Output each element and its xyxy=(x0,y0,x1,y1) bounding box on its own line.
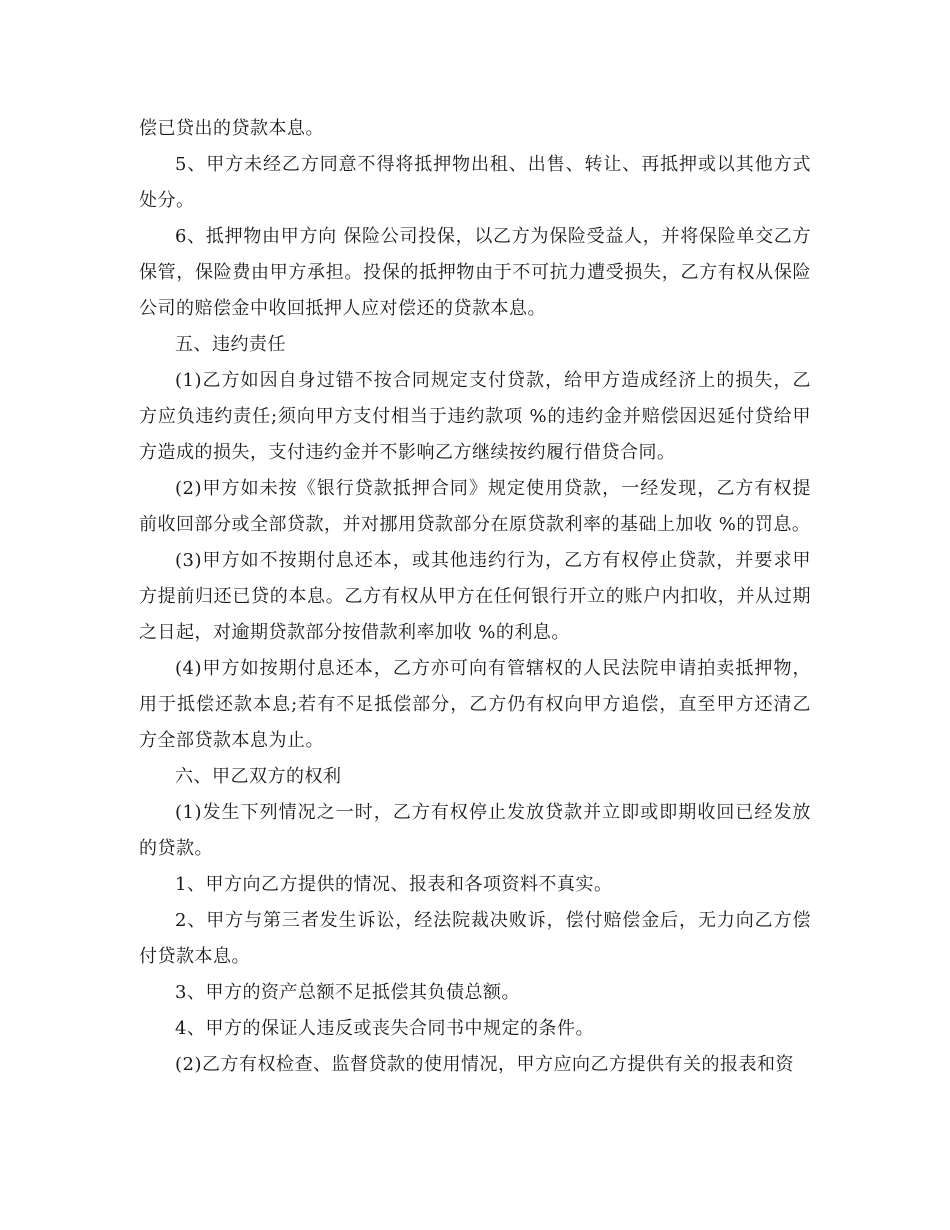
paragraph-breach-4: (4)甲方如按期付息还本，乙方亦可向有管辖权的人民法院申请拍卖抵押物，用于抵偿还款本息;若有不足抵偿部分，乙方仍有权向甲方追偿，直至甲方还清乙方全部贷款本息为止。 xyxy=(139,658,811,751)
paragraph-rights-1: (1)发生下列情况之一时，乙方有权停止发放贷款并立即或即期收回已经发放的贷款。 xyxy=(139,802,811,859)
paragraph-rights-2: (2)乙方有权检查、监督贷款的使用情况，甲方应向乙方提供有关的报表和资 xyxy=(175,1054,794,1075)
paragraph-breach-3: (3)甲方如不按期付息还本，或其他违约行为，乙方有权停止贷款，并要求甲方提前归还已贷的本息。乙方有权从甲方在任何银行开立的账户内扣收，并从过期之日起，对逾期贷款部分按借款利率加收 %的利息。 xyxy=(139,550,811,643)
document-body xyxy=(139,111,811,1083)
paragraph-breach-1: (1)乙方如因自身过错不按合同规定支付贷款，给甲方造成经济上的损失，乙方应负违约责任;须向甲方支付相当于违约款项 %的违约金并赔偿因迟延付贷给甲方造成的损失，支付违约金并不影响乙方继续按约履行借贷合同。 xyxy=(139,370,811,463)
section-heading-rights: 六、甲乙双方的权利 xyxy=(175,766,342,787)
paragraph-rights-item-4: 4、甲方的保证人违反或丧失合同书中规定的条件。 xyxy=(175,1018,594,1039)
paragraph-rights-item-1: 1、甲方向乙方提供的情况、报表和各项资料不真实。 xyxy=(175,874,613,895)
paragraph-continuation: 偿已贷出的贷款本息。 xyxy=(139,118,324,139)
paragraph-clause-6: 6、抵押物由甲方向 保险公司投保，以乙方为保险受益人，并将保险单交乙方保管，保险费由甲方承担。投保的抵押物由于不可抗力遭受损失，乙方有权从保险公司的赔偿金中收回抵押人应对偿还的贷款本息。 xyxy=(139,226,811,319)
paragraph-rights-item-3: 3、甲方的资产总额不足抵偿其负债总额。 xyxy=(175,982,520,1003)
section-heading-breach-liability: 五、违约责任 xyxy=(175,334,286,355)
paragraph-rights-item-2: 2、甲方与第三者发生诉讼，经法院裁决败诉，偿付赔偿金后，无力向乙方偿付贷款本息。 xyxy=(139,910,811,967)
paragraph-breach-2: (2)甲方如未按《银行贷款抵押合同》规定使用贷款，一经发现，乙方有权提前收回部分或全部贷款，并对挪用贷款部分在原贷款利率的基础上加收 %的罚息。 xyxy=(139,478,811,535)
paragraph-clause-5: 5、甲方未经乙方同意不得将抵押物出租、出售、转让、再抵押或以其他方式处分。 xyxy=(139,154,811,211)
